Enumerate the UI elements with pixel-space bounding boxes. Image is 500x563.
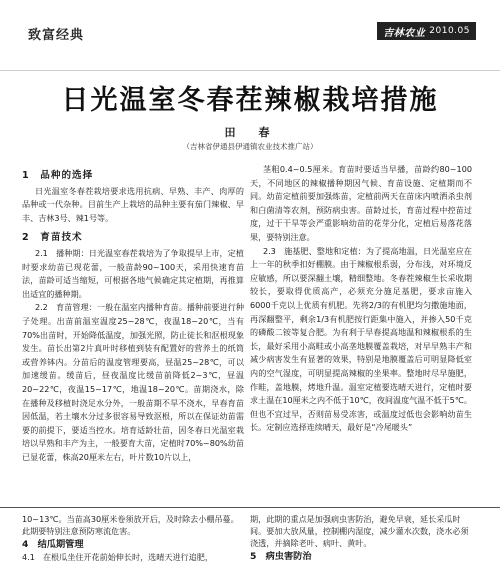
bottom-right-column [250, 513, 472, 562]
section-heading: 4 结瓜期管理 [22, 539, 84, 550]
paragraph: 2.1 播种期：日光温室春茬栽培为了争取提早上市，定植时要求幼苗已现花蕾，一般苗龄90~100天，采用快速育苗法，苗龄可适当缩短，可根据各地气候确定其定植期，再推算出适宜的播种期。 [22, 247, 244, 299]
section-heading: 2 育苗技术 [22, 232, 83, 244]
right-column [250, 163, 472, 503]
issue-number: 2010.05 [429, 26, 470, 36]
section-label: 致富经典 [28, 28, 85, 43]
paragraph: 茎粗0.4~0.5厘米。育苗时要适当早播，苗龄约80~100天，不同地区的辣椒播种期因气候、育苗设施、定植期而不同。幼苗定植前要加强炼苗，定植前两天在苗床内喷洒杀虫剂和白菌清等农剂，预防病虫害。苗龄过长，育苗过程中控苗过度，过于干旱等会严重影响幼苗的花芽分化，定植后易落花落果，要特别注意。 [250, 164, 472, 242]
section-heading: 1 品种的选择 [22, 170, 94, 181]
section-heading: 5 病虫害防治 [250, 551, 312, 562]
author-affiliation: （吉林省伊通县伊通镇农业技术推广站） [182, 142, 318, 151]
paragraph: 4.1 在根瓜坐住开花前始伸长时，选晴天进行追肥， [22, 552, 213, 562]
page-header [0, 0, 500, 71]
article-author: 田 春 [224, 126, 276, 139]
paragraph: 日光温室冬春茬栽培要求选用抗病、早熟、丰产、肉厚的品种或一代杂种。目前生产上栽培的品种主要有茄门辣椒、早丰、吉林3号、辣1号等。 [22, 185, 244, 223]
column-divider [0, 507, 500, 508]
magazine-logo [377, 22, 476, 40]
paragraph: 10~13℃。当苗高30厘米卷须放开后，及时除去小棚吊蔓。此期要特别注意预防寒流危害。 [22, 514, 239, 536]
paragraph: 期，此期的重点是加强病虫害防治，避免早衰，延长采瓜时间。要加大放风量，控制棚内湿度，减少灌水次数，浇水必须浇透，并摘除老叶、病叶、黄叶。 [250, 514, 469, 548]
magazine-name: 吉林农业 [383, 27, 426, 39]
article-title: 日光温室冬春茬辣椒栽培措施 [61, 85, 439, 116]
paragraph: 2.2 育苗管理：一般在温室内播种育苗。播种前要进行种子处理。出苗前温室温度25~28℃，夜温18~20℃，当有70%出苗时，开始降低温度，加强光照，防止徒长和沤根现象发生。苗长出第2片真叶时移植到装有配置好的营养土的纸筒或营养钵内。分苗后的温度管理要高，昼温25~28℃，可以加速缓苗。缓苗后，昼夜温度比缓苗前降低2~3℃，昼温20~22℃，夜温15~17℃，地温18~20℃。苗期浇水，除在播种及移植时浇足水分外，一般苗期不旱不浇水，早春育苗因低温，若土壤水分过多很容易导致沤根，所以在保证幼苗需要的前提下，要适当控水。培育适龄壮苗，因冬春日光温室栽培以早熟和丰产为主，一般要育大苗，定植时70%~80%幼苗已显花蕾，株高20厘米左右，叶片数10片以上， [22, 302, 244, 462]
paragraph: 2.3 施基肥、整地和定植：为了提高地温，日光温室应在上一年的秋季扣好棚膜。由于辣椒根系弱，分布浅，对环境反应敏感，所以要深翻土壤，精细整地。冬春茬辣椒生长采收期较长，要取得优质高产，必须充分施足基肥，要求亩施入6000千克以上优质有机肥。先将2/3的有机肥均匀撒施地面，再深翻整平，剩余1/3有机肥按行距集中施入，并掺入50千克的磷酸二铵等复合肥。为有利于早春提高地温和辣椒根系的生长，最好采用小高畦或小高垄地膜覆盖栽培，对早早熟丰产和减少病害发生有显著的效果，特别是地膜覆盖后可明显降低室内的空气湿度，可明显提高辣椒的坐果率。整地时尽早施肥，作畦，盖地膜，烤地升温。温室定植要选晴天进行，定植时要求土温在10厘米之内不低于10℃，夜间温度气温不低于5℃。但也不宜过早，否则苗易受冻害，或温度过低也会影响幼苗生长。定制应选择连续晴天，最好是“冷尾暖头” [250, 245, 472, 433]
left-column [22, 163, 244, 503]
bottom-left-column [22, 513, 244, 562]
